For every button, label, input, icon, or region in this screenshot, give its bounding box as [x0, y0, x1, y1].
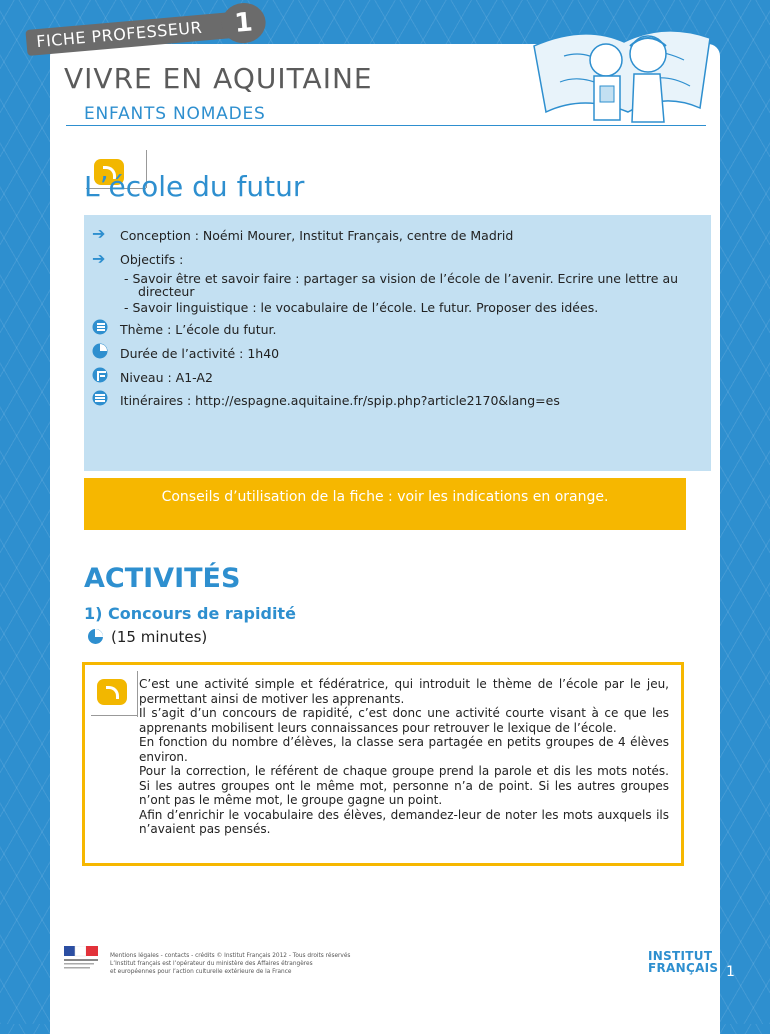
footer-legal-line: L’Institut français est l’opérateur du ministère des Affaires étrangères [110, 961, 313, 967]
footer-legal-line: Mentions légales - contacts - crédits © Institut Français 2012 - Tous droits réservés [110, 953, 351, 959]
activity-1-title: 1) Concours de rapidité [84, 604, 296, 623]
info-niveau: Niveau : A1-A2 [120, 370, 213, 385]
fiche-tab-label: FICHE PROFESSEUR [25, 12, 232, 56]
activity-paragraph: En fonction du nombre d’élèves, la classe sera partagée en petits groupes de 4 élèves environ. [139, 735, 669, 764]
corner-mark-vertical [137, 671, 138, 717]
route-icon [92, 390, 111, 408]
page-number: 1 [726, 964, 735, 980]
header-subtitle: ENFANTS NOMADES [84, 104, 266, 124]
header-title: VIVRE EN AQUITAINE [64, 62, 373, 95]
activity-paragraph: Pour la correction, le référent de chaque groupe prend la parole et dis les mots notés. Si les autres groupes ont le même mot, personne n’a de point. Si les autres groupes n’ont pas le même mot, le groupe gagne un point. [139, 764, 669, 807]
clock-icon [92, 343, 111, 361]
footer-legal [110, 952, 380, 976]
activities-heading: ACTIVITÉS [84, 563, 241, 594]
activity-paragraph: Afin d’enrichir le vocabulaire des élèves, demandez-leur de noter les mots auxquels ils n’avaient pas pensés. [139, 807, 669, 836]
arrow-right-icon: ➔ [92, 224, 106, 243]
objectif-item-1: - Savoir être et savoir faire : partager sa vision de l’école de l’avenir. Ecrire une lettre au [124, 271, 679, 286]
theme-icon [92, 319, 111, 337]
corner-mark-horizontal [91, 715, 137, 716]
objectif-item-1-continued: directeur [138, 284, 195, 299]
level-icon [92, 367, 111, 385]
conseils-banner: Conseils d’utilisation de la fiche : voir les indications en orange. [84, 478, 686, 530]
logo-line-1: INSTITUT [648, 949, 713, 963]
info-theme: Thème : L’école du futur. [120, 322, 277, 337]
activity-paragraph: C’est une activité simple et fédératrice, qui introduit le thème de l’école par le jeu, permettant ainsi de motiver les apprenants. [139, 677, 669, 706]
activity-1-box [82, 662, 684, 866]
republique-francaise-logo [64, 946, 98, 974]
activity-paragraph: Il s’agit d’un concours de rapidité, c’est donc une activité courte visant à ce que les apprenants mobilisent leurs connaissances pour retrouver le lexique de l’école. [139, 706, 669, 735]
orange-note-icon [97, 677, 133, 709]
info-duree: Durée de l’activité : 1h40 [120, 346, 280, 361]
info-box [84, 215, 711, 471]
institut-francais-logo [648, 950, 718, 974]
activity-1-text [139, 677, 669, 837]
activity-1-duration [88, 628, 207, 646]
info-itineraires: Itinéraires : http://espagne.aquitaine.fr/spip.php?article2170&lang=es [120, 393, 560, 408]
clock-icon [88, 629, 103, 644]
fiche-tab-number: 1 [220, 1, 267, 45]
children-map-illustration [524, 16, 720, 128]
objectif-item-2: - Savoir linguistique : le vocabulaire de l’école. Le futur. Proposer des idées. [124, 300, 599, 315]
arrow-right-icon: ➔ [92, 249, 106, 268]
activity-1-duration-text: (15 minutes) [111, 628, 208, 646]
info-objectifs-label: Objectifs : [120, 252, 184, 267]
logo-line-2: FRANÇAIS [648, 961, 719, 975]
footer-legal-line: et européennes pour l’action culturelle extérieure de la France [110, 969, 292, 975]
info-conception: Conception : Noémi Mourer, Institut Français, centre de Madrid [120, 228, 514, 243]
document-title: L’école du futur [84, 170, 305, 203]
